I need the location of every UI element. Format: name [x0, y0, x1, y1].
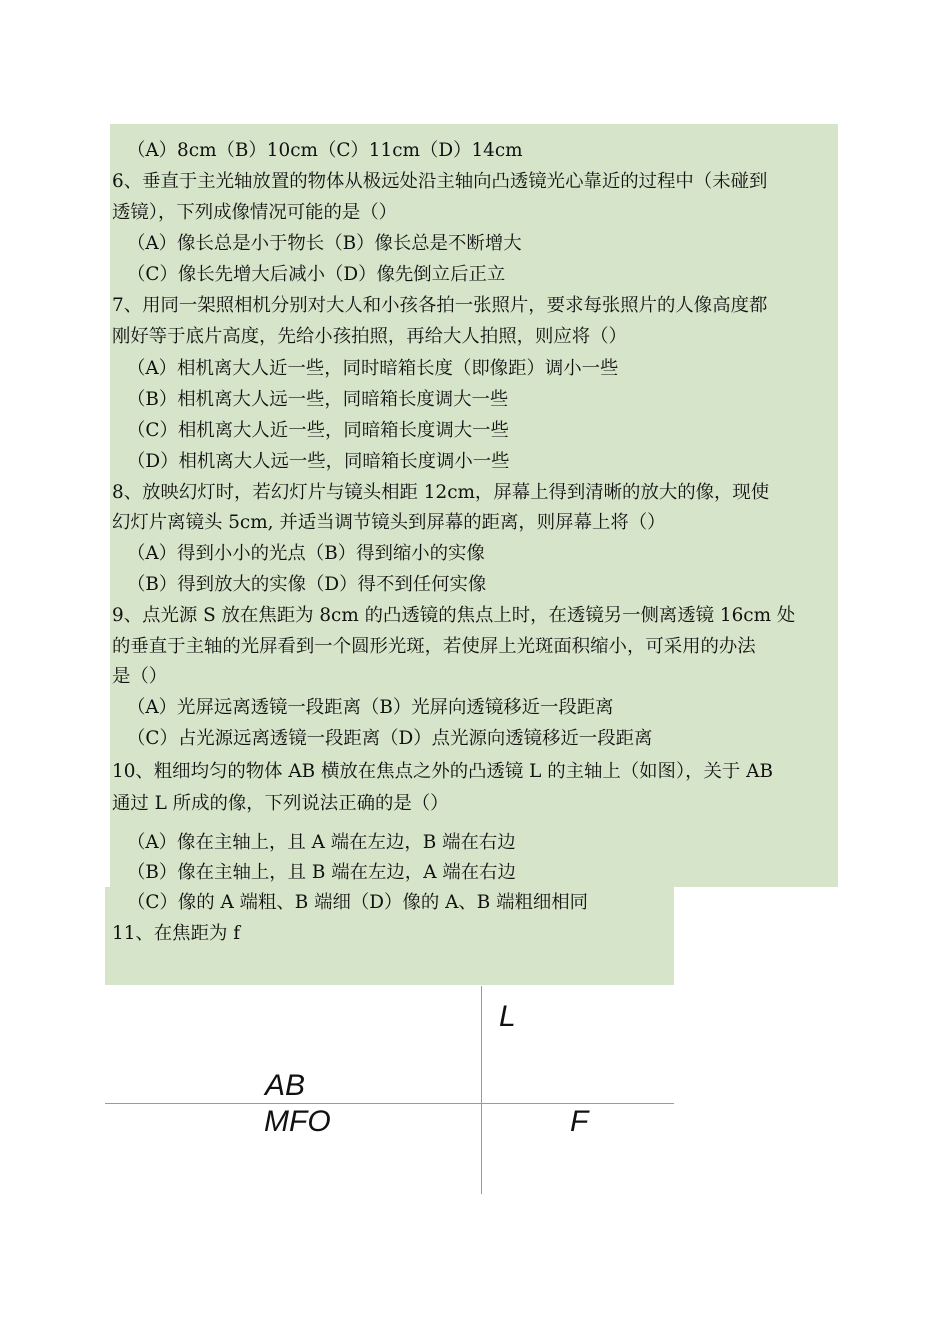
q8-options-ab: （A）得到小小的光点（B）得到缩小的实像 — [127, 543, 485, 564]
q11-stem: 11、在焦距为 f — [112, 923, 241, 944]
q7-option-a: （A）相机离大人近一些，同时暗箱长度（即像距）调小一些 — [127, 358, 619, 379]
q6-stem-line1: 6、垂直于主光轴放置的物体从极远处沿主轴向凸透镜光心靠近的过程中（未碰到 — [112, 171, 768, 192]
q7-option-b: （B）相机离大人远一些，同暗箱长度调大一些 — [127, 389, 509, 410]
q10-stem-line2: 通过 L 所成的像，下列说法正确的是（） — [112, 793, 449, 814]
q10-option-b: （B）像在主轴上，且 B 端在左边，A 端在右边 — [127, 862, 516, 883]
q7-stem-line2: 刚好等于底片高度，先给小孩拍照，再给大人拍照，则应将（） — [112, 326, 627, 347]
q10-option-a: （A）像在主轴上，且 A 端在左边，B 端在右边 — [127, 832, 516, 853]
q6-options-ab: （A）像长总是小于物长（B）像长总是不断增大 — [127, 233, 522, 254]
q8-stem-line1: 8、放映幻灯时，若幻灯片与镜头相距 12cm，屏幕上得到清晰的放大的像，现使 — [112, 482, 770, 503]
q7-option-d: （D）相机离大人远一些，同暗箱长度调小一些 — [127, 451, 510, 472]
q5-options: （A）8cm（B）10cm（C）11cm（D）14cm — [127, 140, 523, 161]
q7-stem-line1: 7、用同一架照相机分别对大人和小孩各拍一张照片，要求每张照片的人像高度都 — [112, 295, 768, 316]
q6-stem-line2: 透镜），下列成像情况可能的是（） — [112, 202, 398, 223]
q9-stem-line3: 是（） — [112, 666, 168, 687]
q9-stem-line1: 9、点光源 S 放在焦距为 8cm 的凸透镜的焦点上时，在透镜另一侧离透镜 16cm 处 — [112, 605, 796, 626]
q7-option-c: （C）相机离大人近一些，同暗箱长度调大一些 — [127, 420, 509, 441]
lens-label: L — [499, 1000, 516, 1033]
q9-options-ab: （A）光屏远离透镜一段距离（B）光屏向透镜移近一段距离 — [127, 697, 614, 718]
q9-options-cd: （C）占光源远离透镜一段距离（D）点光源向透镜移近一段距离 — [127, 728, 653, 749]
object-label: AB — [265, 1069, 306, 1102]
principal-axis-line — [105, 1103, 674, 1104]
lens-line — [481, 986, 482, 1194]
q6-options-cd: （C）像长先增大后减小（D）像先倒立后正立 — [127, 264, 506, 285]
focus-label: F — [570, 1105, 589, 1138]
q8-stem-line2: 幻灯片离镜头 5cm, 并适当调节镜头到屏幕的距离，则屏幕上将（） — [112, 512, 666, 533]
axis-points-label: MFO — [264, 1105, 331, 1138]
q9-stem-line2: 的垂直于主轴的光屏看到一个圆形光斑，若使屏上光斑面积缩小，可采用的办法 — [112, 636, 756, 657]
q8-options-cd: （B）得到放大的实像（D）得不到任何实像 — [127, 574, 487, 595]
q10-stem-line1: 10、粗细均匀的物体 AB 横放在焦点之外的凸透镜 L 的主轴上（如图），关于 AB — [112, 761, 773, 782]
q10-options-cd: （C）像的 A 端粗、B 端细（D）像的 A、B 端粗细相同 — [127, 892, 589, 913]
